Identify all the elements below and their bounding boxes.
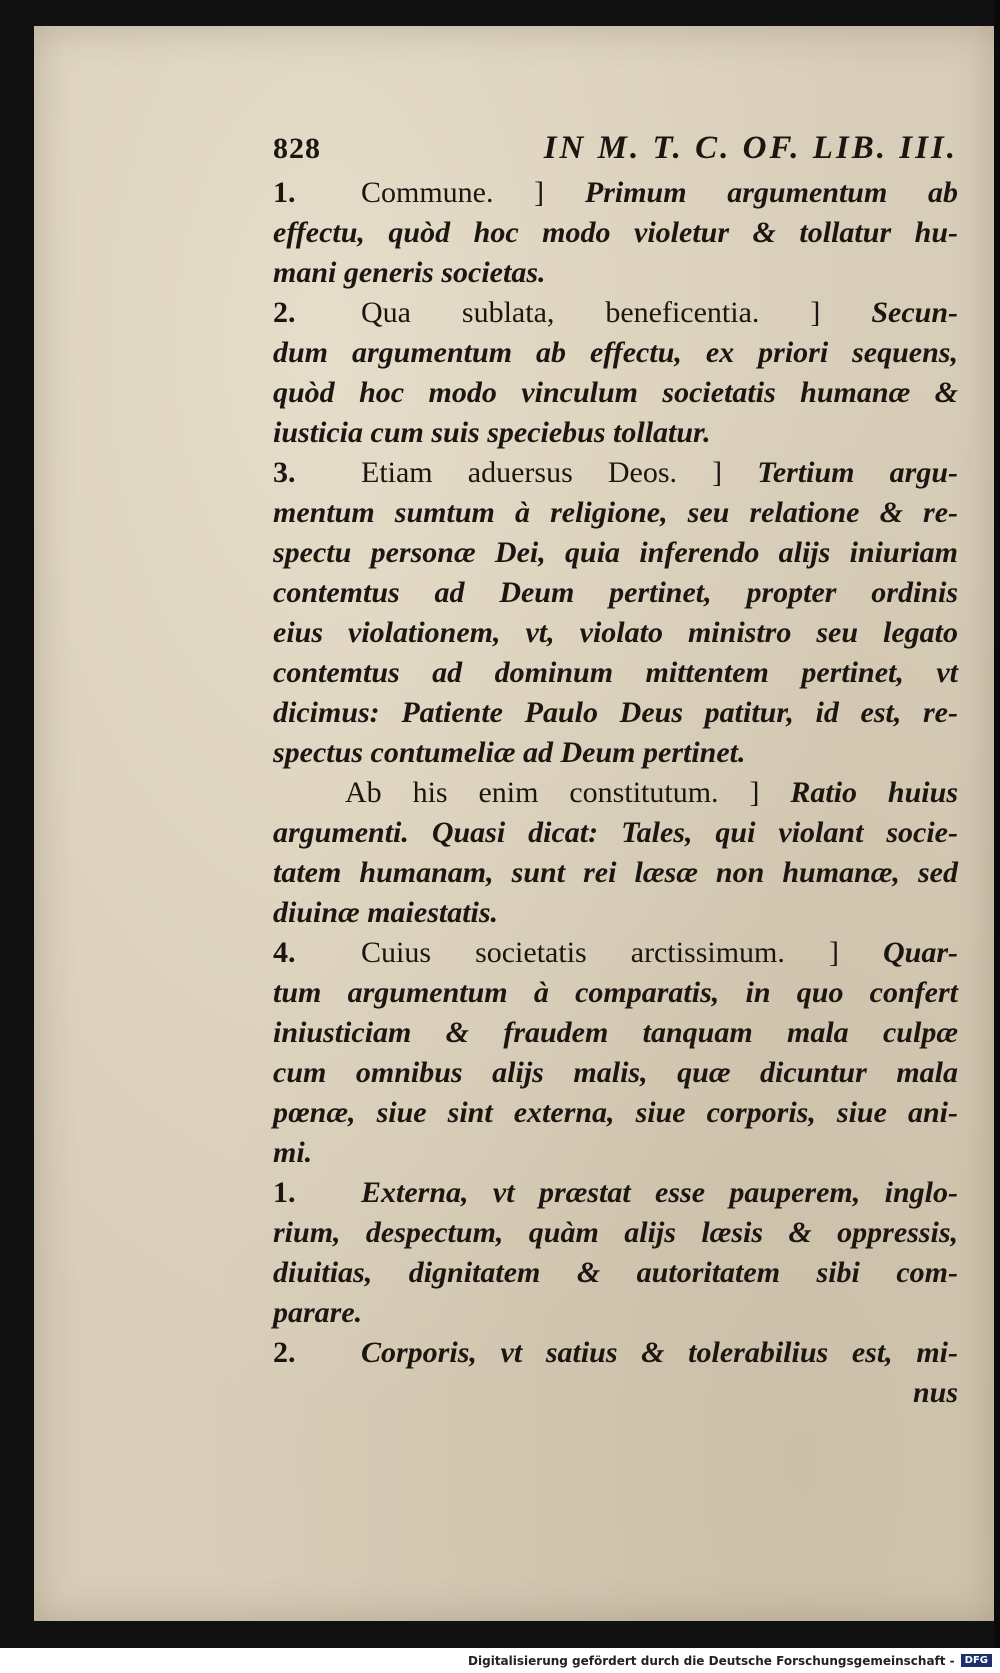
text-line <box>273 1253 958 1293</box>
text-line <box>273 573 958 613</box>
text-line <box>273 733 958 773</box>
commentary-text: mentum sumtum à religione, seu relatione & re- <box>273 496 958 529</box>
commentary-text: Externa, vt præstat esse pauperem, inglo- <box>361 1176 958 1209</box>
item-number: 2. <box>273 1336 296 1369</box>
commentary-text: Secun- <box>871 296 958 329</box>
page-edge <box>994 0 1000 1648</box>
running-title: IN M. T. C. OF. LIB. III. <box>543 130 958 166</box>
commentary-text: nus <box>912 1376 958 1409</box>
text-line <box>273 653 958 693</box>
commentary-text: iusticia cum suis speciebus tollatur. <box>273 416 711 449</box>
text-line <box>273 173 958 213</box>
commentary-text: tatem humanam, sunt rei læsæ non humanæ, sed <box>273 856 958 889</box>
commentary-text: contemtus ad dominum mittentem pertinet, vt <box>273 656 958 689</box>
item-number: 3. <box>273 456 296 489</box>
text-line <box>273 333 958 373</box>
lemma: Etiam aduersus Deos. ] <box>361 456 723 489</box>
commentary-text: rium, despectum, quàm alijs læsis & oppressis, <box>273 1216 958 1249</box>
commentary-text: effectu, quòd hoc modo violetur & tollatur hu- <box>273 216 958 249</box>
commentary-text: Primum argumentum ab <box>584 176 958 209</box>
text-line <box>273 1013 958 1053</box>
text-line <box>273 293 958 333</box>
credit-text: Digitalisierung gefördert durch die Deutsche Forschungsgemeinschaft - <box>468 1653 955 1668</box>
lemma: Commune. ] <box>361 176 545 209</box>
commentary-text: tum argumentum à comparatis, in quo confert <box>273 976 958 1009</box>
text-line <box>273 1373 958 1413</box>
text-line <box>273 453 958 493</box>
commentary-text: Corporis, vt satius & tolerabilius est, mi- <box>361 1336 958 1369</box>
commentary-text: Ratio huius <box>790 776 958 809</box>
text-line <box>273 493 958 533</box>
commentary-text: pœnæ, siue sint externa, siue corporis, siue ani- <box>273 1096 958 1129</box>
text-line <box>273 853 958 893</box>
text-line <box>273 933 958 973</box>
item-number: 1. <box>273 1176 296 1209</box>
commentary-text: eius violationem, vt, violato ministro seu legato <box>273 616 958 649</box>
text-line <box>273 253 958 293</box>
commentary-text: mani generis societas. <box>273 256 546 289</box>
text-line <box>273 1093 958 1133</box>
item-number: 1. <box>273 176 296 209</box>
commentary-body <box>273 173 958 1413</box>
commentary-text: contemtus ad Deum pertinet, propter ordinis <box>273 576 958 609</box>
lemma: Cuius societatis arctissimum. ] <box>361 936 839 969</box>
text-line <box>273 1333 958 1373</box>
text-line <box>273 613 958 653</box>
commentary-text: dum argumentum ab effectu, ex priori sequens, <box>273 336 958 369</box>
commentary-text: argumenti. Quasi dicat: Tales, qui violant socie- <box>273 816 958 849</box>
text-line <box>273 813 958 853</box>
commentary-text: dicimus: Patiente Paulo Deus patitur, id est, re- <box>273 696 958 729</box>
text-line <box>273 373 958 413</box>
lemma: Ab his enim constitutum. ] <box>345 776 760 809</box>
text-line <box>273 973 958 1013</box>
page-number: 828 <box>273 132 321 165</box>
text-line <box>273 1133 958 1173</box>
text-line <box>273 1293 958 1333</box>
commentary-text: quòd hoc modo vinculum societatis humanæ & <box>273 376 958 409</box>
text-line <box>273 213 958 253</box>
commentary-text: spectu personæ Dei, quia inferendo alijs iniuriam <box>273 536 958 569</box>
digitization-credit <box>0 1648 1000 1673</box>
commentary-text: Quar- <box>882 936 958 969</box>
text-line <box>273 773 958 813</box>
commentary-text: diuitias, dignitatem & autoritatem sibi com- <box>273 1256 958 1289</box>
text-line <box>273 893 958 933</box>
commentary-text: cum omnibus alijs malis, quæ dicuntur mala <box>273 1056 958 1089</box>
item-number: 4. <box>273 936 296 969</box>
commentary-text: parare. <box>273 1296 363 1329</box>
commentary-text: diuinæ maiestatis. <box>273 896 499 929</box>
text-line <box>273 413 958 453</box>
commentary-text: mi. <box>273 1136 313 1169</box>
item-number: 2. <box>273 296 296 329</box>
running-header <box>273 130 958 167</box>
text-line <box>273 1053 958 1093</box>
commentary-text: spectus contumeliæ ad Deum pertinet. <box>273 736 746 769</box>
dfg-logo: DFG <box>961 1654 992 1667</box>
text-line <box>273 1213 958 1253</box>
text-line <box>273 1173 958 1213</box>
page-text <box>273 130 958 1413</box>
text-line <box>273 693 958 733</box>
commentary-text: iniusticiam & fraudem tanquam mala culpæ <box>273 1016 958 1049</box>
text-line <box>273 533 958 573</box>
lemma: Qua sublata, beneficentia. ] <box>361 296 821 329</box>
commentary-text: Tertium argu- <box>757 456 958 489</box>
